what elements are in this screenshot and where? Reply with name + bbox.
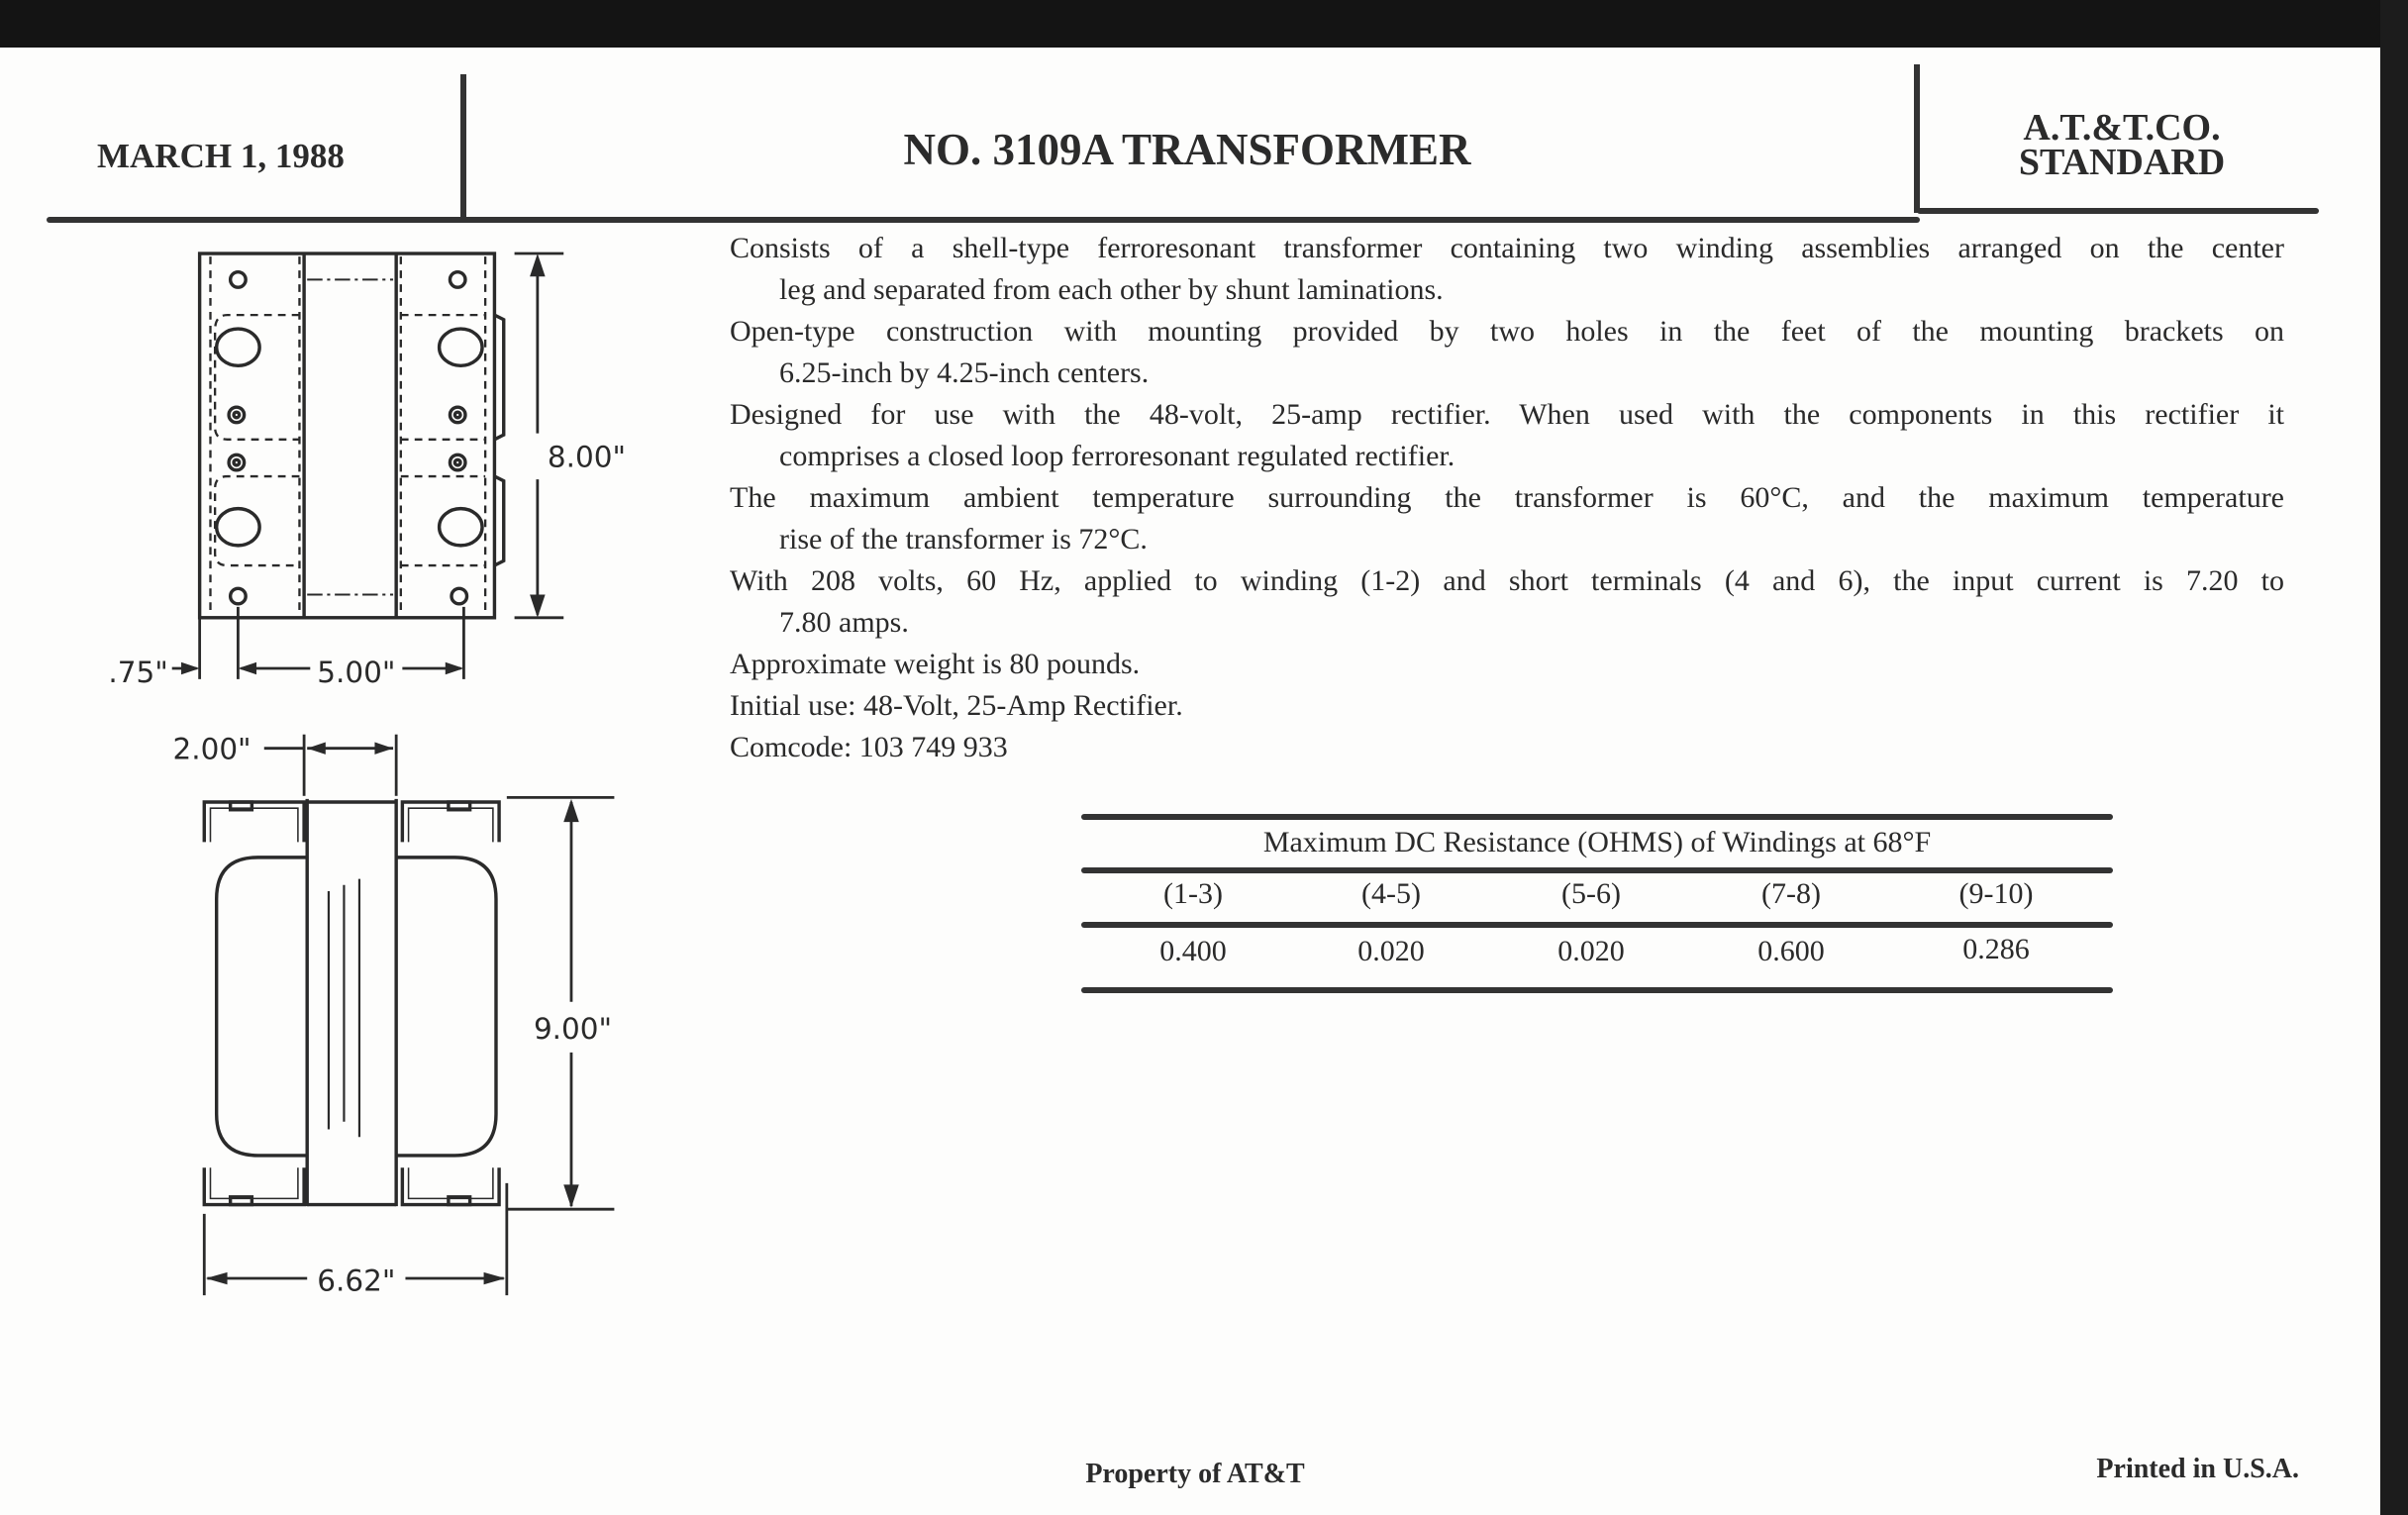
- table-title: Maximum DC Resistance (OHMS) of Windings at 68°F: [1262, 826, 1932, 858]
- top-view: [200, 253, 504, 618]
- dim-width-side: 6.62": [317, 1263, 396, 1298]
- text-line: leg and separated from each other by shunt laminations.: [779, 273, 1444, 306]
- table-value: 0.020: [1357, 935, 1425, 967]
- column-header: (1-3): [1163, 877, 1223, 910]
- table-value: 0.400: [1159, 935, 1227, 967]
- text-line: Approximate weight is 80 pounds.: [730, 648, 1141, 680]
- column-header: (9-10): [1958, 877, 2034, 910]
- side-view: [204, 799, 499, 1206]
- text-line: Designed for use with the 48-volt, 25-amp rectifier. When used with the components in this rectifier it: [730, 398, 2284, 431]
- dim-height-top: 8.00": [547, 440, 627, 474]
- text-line: Open-type construction with mounting provided by two holes in the feet of the mounting brackets on: [730, 315, 2284, 348]
- column-header: (7-8): [1761, 877, 1821, 910]
- column-header: (4-5): [1361, 877, 1421, 910]
- footer-printed: Printed in U.S.A.: [2096, 1454, 2299, 1484]
- footer-property: Property of AT&T: [1085, 1459, 1305, 1489]
- text-line: 6.25-inch by 4.25-inch centers.: [779, 356, 1150, 389]
- text-line: The maximum ambient temperature surrounding the transformer is 60°C, and the maximum temperature: [730, 481, 2284, 514]
- dimension-lines: [172, 253, 615, 1298]
- table-value: 0.600: [1757, 935, 1825, 967]
- page-title: NO. 3109A TRANSFORMER: [903, 125, 1471, 174]
- text-line: rise of the transformer is 72°C.: [779, 523, 1148, 556]
- text-line: With 208 volts, 60 Hz, applied to winding (1-2) and short terminals (4 and 6), the input current is 7.20 to: [730, 564, 2284, 597]
- text-line: Initial use: 48-Volt, 25-Amp Rectifier.: [730, 689, 1183, 722]
- text-line: comprises a closed loop ferroresonant regulated rectifier.: [779, 440, 1455, 472]
- text-line: Consists of a shell-type ferroresonant transformer containing two winding assemblies arranged on the center: [730, 232, 2284, 264]
- dim-height-side: 9.00": [533, 1011, 613, 1046]
- standard-line-1: A.T.&T.CO.: [2023, 107, 2221, 149]
- dim-hole-spacing: 5.00": [317, 655, 396, 689]
- text-line: 7.80 amps.: [779, 606, 909, 639]
- document-date: MARCH 1, 1988: [97, 137, 345, 175]
- text-line: Comcode: 103 749 933: [730, 731, 1008, 763]
- dim-offset: .75": [108, 655, 168, 689]
- table-value: 0.286: [1962, 933, 2030, 965]
- column-header: (5-6): [1561, 877, 1621, 910]
- standard-line-2: STANDARD: [2018, 142, 2226, 183]
- table-value: 0.020: [1557, 935, 1625, 967]
- dim-core-width: 2.00": [172, 732, 251, 766]
